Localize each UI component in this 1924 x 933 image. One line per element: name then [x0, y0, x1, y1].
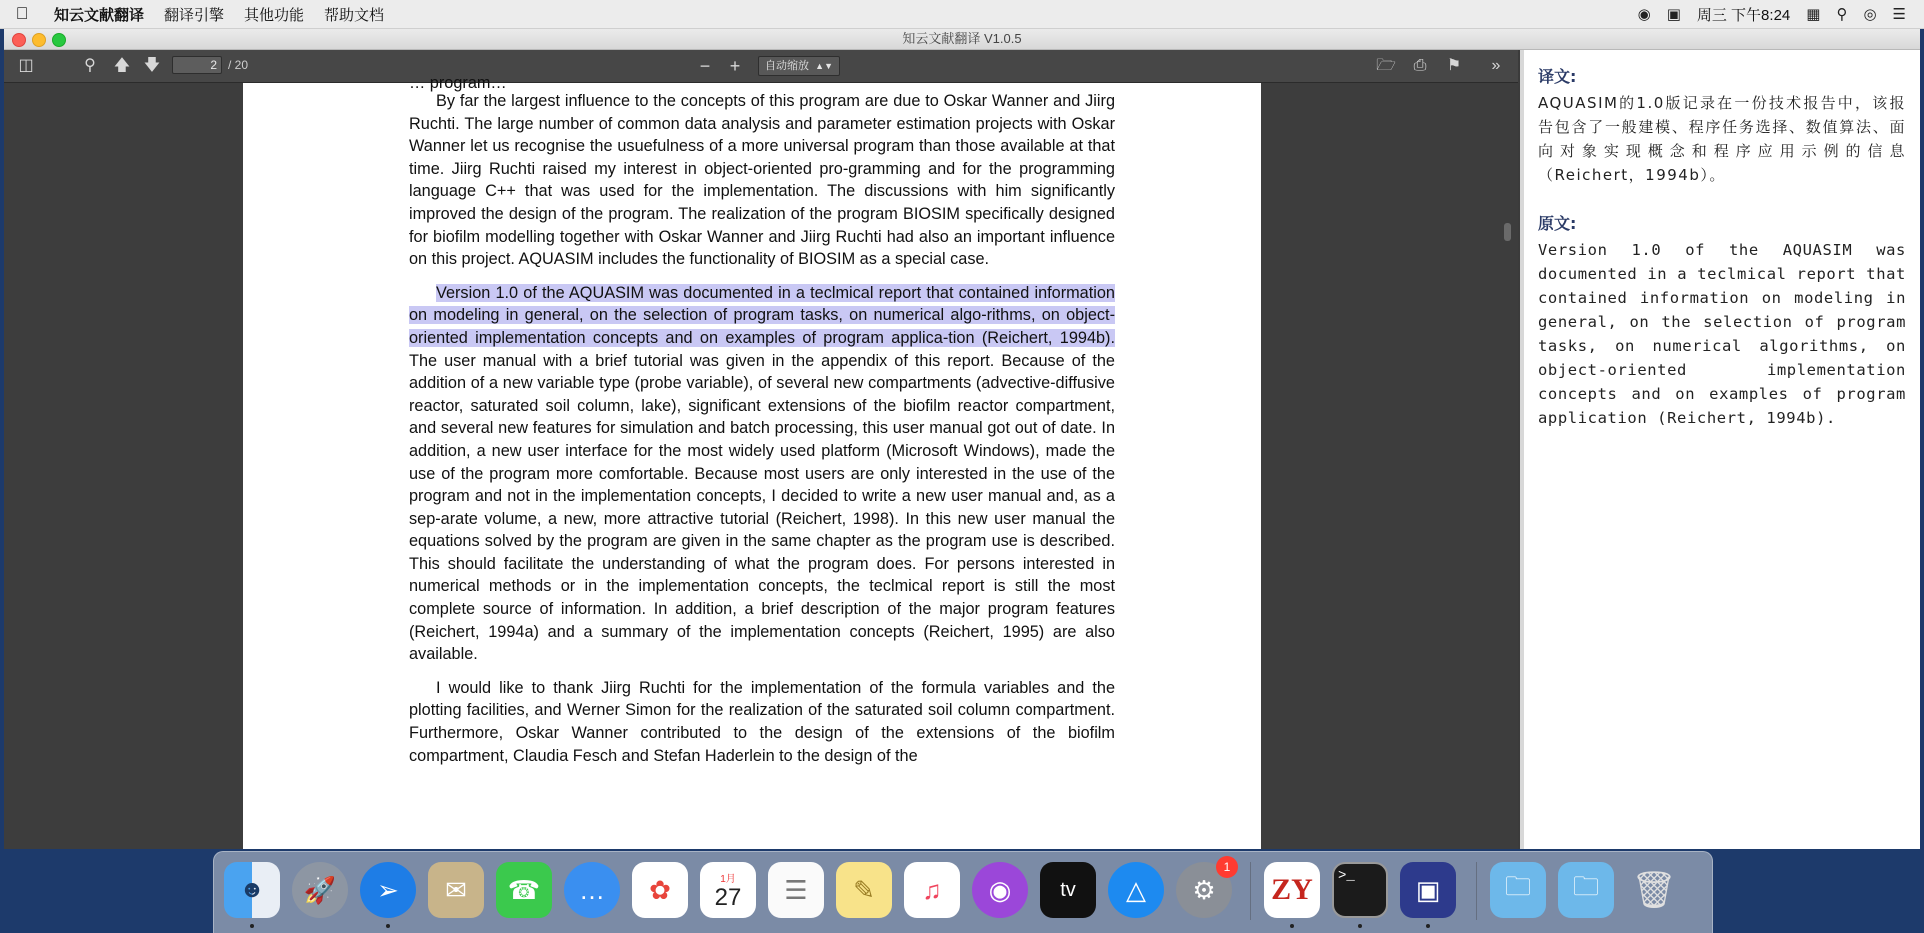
page-total: / 20: [228, 58, 249, 72]
previous-page-icon[interactable]: 🡅: [113, 57, 131, 74]
apple-tv-icon[interactable]: [1040, 862, 1096, 918]
zhiyun-app-icon[interactable]: [1264, 862, 1320, 918]
page-number-input[interactable]: 2: [172, 56, 222, 74]
chevron-updown-icon: ▲▼: [815, 61, 833, 71]
running-indicator: [1358, 924, 1362, 928]
dock: [213, 851, 1713, 933]
calendar-day: 27: [714, 883, 742, 911]
original-heading: 原文:: [1538, 214, 1577, 233]
zoom-out-button[interactable]: −: [699, 56, 711, 76]
menu-translation-engine[interactable]: 翻译引擎: [164, 6, 225, 24]
paragraph-rest[interactable]: The user manual with a brief tutorial was given in the appendix of this report. Because of the addition of a new variable type (probe variable), of several new compartments (advective-diffusive reactor, saturated soil column, lake), significant extensions of the biofilm reactor compartment, and several new features for simulation and batch processing, this user manual got out of date. In addition, a new user interface for the most widely used platform (Microsoft Windows), made the use of the program more comfortable. Because most users are only interested in the use of the program and not in the implementation concepts, I decided to write a new user manual and, as a sep-arate volume, a new, more attractive tutorial (Reichert, 1998). In this new user manual the equations solved by the program are given in the same chapter as the program use is described. This should facilitate the understanding of what the program does. For persons interested in numerical methods or in the implementation concepts, the teclmical report is still the most complete source of information. In addition, a brief description of the major program features (Reichert, 1994a) and a summary of the implementation concepts (Reichert, 1995) are also available.: [409, 351, 1115, 664]
menu-app[interactable]: 知云文献翻译: [54, 6, 145, 24]
music-icon[interactable]: ♫: [904, 862, 960, 918]
translation-heading: 译文:: [1538, 67, 1577, 86]
messages-icon[interactable]: …: [564, 862, 620, 918]
translated-text[interactable]: AQUASIM的1.0版记录在一份技术报告中，该报告包含了一般建模、程序任务选择、数值算法、面向对象实现概念和程序应用示例的信息（Reichert，1994b）。: [1538, 94, 1906, 184]
launchpad-icon[interactable]: 🚀: [292, 862, 348, 918]
close-button[interactable]: [12, 33, 26, 47]
spotlight-search-icon[interactable]: ⚲: [1836, 6, 1848, 23]
tools-menu-icon[interactable]: »: [1491, 57, 1501, 74]
siri-icon[interactable]: ◎: [1863, 6, 1877, 23]
page-text[interactable]: [409, 74, 1115, 778]
scrollbar-thumb[interactable]: [1504, 223, 1511, 241]
calendar-icon[interactable]: [700, 862, 756, 918]
update-badge: 1: [1216, 856, 1238, 878]
finder-icon[interactable]: ☻: [224, 862, 280, 918]
reminders-icon[interactable]: ☰: [768, 862, 824, 918]
minimize-button[interactable]: [32, 33, 46, 47]
next-page-icon[interactable]: 🡇: [143, 57, 161, 74]
zhiyun-label: ZY: [1271, 873, 1313, 906]
running-indicator: [250, 924, 254, 928]
calendar-month: 1月: [720, 873, 736, 885]
print-icon[interactable]: ⎙: [1413, 57, 1427, 74]
paragraph[interactable]: By far the largest influence to the concepts of this program are due to Oskar Wanner and Jiirg Ruchti. The large number of common data analysis and parameter estimation projects with Oskar Wanner let us recognise the usuefulness of a more universal program than those available at that time. Jiirg Ruchti raised my interest in object-oriented pro-gramming and for the programming language C++ that was used for the implementation. The discussions with him significantly improved the design of the program. The realization of the program BIOSIM specifically designed for biofilm modelling together with Oskar Wanner and Jiirg Ruchti had also an important influence on this project. AQUASIM includes the functionality of BIOSIM as a special case.: [409, 92, 1115, 269]
dock-separator: [1250, 862, 1251, 920]
terminal-icon[interactable]: [1332, 862, 1388, 918]
window-title: 知云文献翻译 V1.0.5: [902, 31, 1022, 46]
open-file-icon[interactable]: 🗁: [1376, 57, 1396, 74]
system-preferences-icon[interactable]: ⚙ 1: [1176, 862, 1232, 918]
downloads-folder-icon[interactable]: 🗀: [1490, 862, 1546, 918]
dock-separator: [1476, 862, 1477, 920]
menu-bar: [0, 0, 1924, 29]
pdf-page[interactable]: [243, 74, 1261, 849]
clock[interactable]: 周三 下午8:24: [1696, 6, 1791, 24]
paragraph-cut-off[interactable]: … program…: [409, 74, 507, 92]
running-indicator: [1290, 924, 1294, 928]
photos-icon[interactable]: ✿: [632, 862, 688, 918]
zoom-button[interactable]: [52, 33, 66, 47]
facetime-icon[interactable]: ☎: [496, 862, 552, 918]
notification-center-icon[interactable]: ☰: [1892, 6, 1906, 23]
apple-menu-icon[interactable]: [0, 4, 44, 24]
title-bar: [4, 29, 1920, 50]
document-area[interactable]: [4, 74, 1518, 849]
app-window-icon[interactable]: ▣: [1400, 862, 1456, 918]
notes-icon[interactable]: ✎: [836, 862, 892, 918]
bookmark-icon[interactable]: ⚑: [1446, 57, 1462, 74]
selected-text[interactable]: Version 1.0 of the AQUASIM was documented in a teclmical report that contained information on modeling in general, on the selection of program tasks, on numerical algo-rithms, on object-oriented implementation concepts and on examples of program applica-tion (Reichert, 1994b).: [409, 283, 1115, 347]
podcasts-icon[interactable]: ◉: [972, 862, 1028, 918]
trash-icon[interactable]: 🗑: [1631, 869, 1677, 910]
apple-tv-label: tv: [1060, 878, 1076, 901]
translation-panel: [1520, 50, 1920, 849]
paragraph[interactable]: I would like to thank Jiirg Ruchti for the implementation of the formula variables and the plotting facilities, and Werner Simon for the realization of the saturated soil column compartment. Furthermore, Oskar Wanner contributed to the design of the extensions of the biofilm compartment, Claudia Fesch and Stefan Haderlein to the design of the: [409, 678, 1115, 765]
pdf-viewer: [4, 50, 1518, 849]
zoom-in-button[interactable]: +: [729, 56, 741, 76]
paragraph[interactable]: [409, 282, 1115, 666]
applications-folder-icon[interactable]: 🗀: [1558, 862, 1614, 918]
running-indicator: [386, 924, 390, 928]
mail-icon[interactable]: ✉: [428, 862, 484, 918]
app-store-icon[interactable]: △: [1108, 862, 1164, 918]
display-icon[interactable]: ▣: [1666, 6, 1681, 23]
status-app-icon[interactable]: ◉: [1637, 6, 1651, 23]
menu-other-functions[interactable]: 其他功能: [244, 6, 305, 24]
sidebar-toggle-icon[interactable]: ◫: [18, 57, 34, 74]
zoom-select-value: 自动缩放: [765, 60, 809, 72]
app-window: [4, 29, 1920, 849]
input-method-icon[interactable]: ▦: [1806, 6, 1821, 23]
safari-icon[interactable]: ➢: [360, 862, 416, 918]
terminal-prompt: >_: [1338, 868, 1355, 884]
running-indicator: [1426, 924, 1430, 928]
find-icon[interactable]: ⚲: [84, 57, 96, 74]
menu-help-docs[interactable]: 帮助文档: [324, 6, 385, 24]
original-text[interactable]: Version 1.0 of the AQUASIM was documented in a teclmical report that contained information on modeling in general, on the selection of program tasks, on numerical algorithms, on object-oriented implementation concepts and on examples of program application (Reichert, 1994b).: [1538, 241, 1906, 427]
